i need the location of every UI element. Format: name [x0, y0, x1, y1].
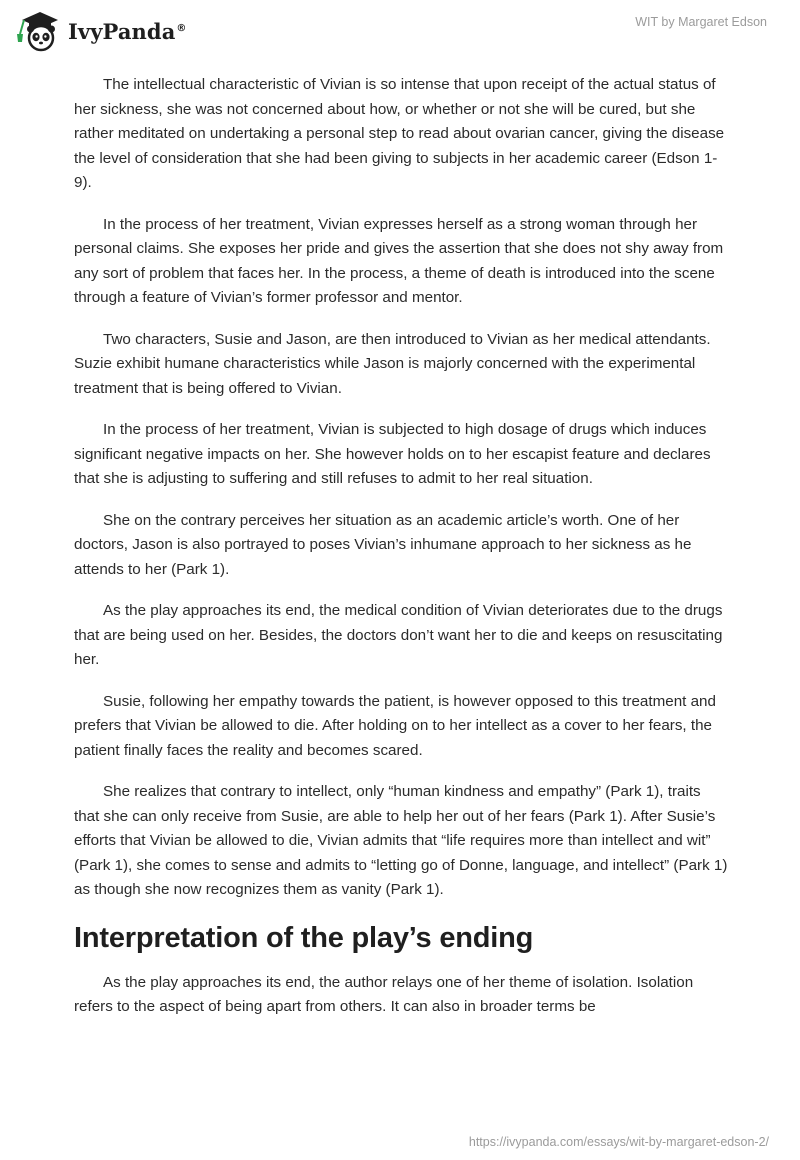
- ivypanda-logo[interactable]: [14, 8, 187, 52]
- brand-name: IvyPanda®: [68, 18, 187, 44]
- paragraph: The intellectual characteristic of Vivian is so intense that upon receipt of the actual status of her sickness, she was not concerned about how, or whether or not she will be cured, but she rather meditated on undertaking a personal step to read about ovarian cancer, giving the disease the level of consideration that she had been giving to subjects in her academic career (Edson 1-9).: [74, 76, 725, 191]
- essay-body: [74, 73, 729, 1037]
- paragraph: She on the contrary perceives her situation as an academic article’s worth. One of her doctors, Jason is also portrayed to poses Vivian’s inhumane approach to her sickness as he attends to her (Park 1).: [74, 511, 692, 578]
- paragraph: She realizes that contrary to intellect, only “human kindness and empathy” (Park 1), traits that she can only receive from Susie, are able to help her out of her fears (Park 1). After Susie’s efforts that Vivian be allowed to die, Vivian admits that “life requires more than intellect and wit” (Park 1), she comes to sense and admits to “letting go of Donne, language, and intellect” (Park 1) as though she now recognizes them as vanity (Park 1).: [74, 783, 728, 898]
- paragraph: In the process of her treatment, Vivian is subjected to high dosage of drugs which induces significant negative impacts on her. She however holds on to her escapist feature and declares that she is adjusting to suffering and still refuses to admit to her real situation.: [74, 421, 711, 487]
- paragraph: In the process of her treatment, Vivian expresses herself as a strong woman through her personal claims. She exposes her pride and gives the assertion that she does not shy away from any sort of problem that faces her. In the process, a theme of death is introduced into the scene through a feature of Vivian’s former professor and mentor.: [74, 215, 724, 306]
- document-title: WIT by Margaret Edson: [635, 15, 767, 29]
- source-url[interactable]: https://ivypanda.com/essays/wit-by-margaret-edson-2/: [468, 1135, 769, 1149]
- page-header: [0, 0, 800, 60]
- paragraph: Susie, following her empathy towards the patient, is however opposed to this treatment and prefers that Vivian be allowed to die. After holding on to her intellect as a cover to her fears, the patient finally faces the reality and becomes scared.: [74, 692, 716, 759]
- panda-graduation-cap-icon: [14, 8, 62, 52]
- paragraph: As the play approaches its end, the medical condition of Vivian deteriorates due to the drugs that are being used on her. Besides, the doctors don’t want her to die and keeps on resuscitating her.: [74, 602, 723, 668]
- section-heading: Interpretation of the play’s ending: [74, 921, 534, 954]
- registered-mark: ®: [176, 22, 187, 34]
- paragraph: Two characters, Susie and Jason, are then introduced to Vivian as her medical attendants. Suzie exhibit humane characteristics while Jason is majorly concerned with the experimental treatment that is being offered to Vivian.: [74, 330, 711, 397]
- paragraph: As the play approaches its end, the author relays one of her theme of isolation. Isolation refers to the aspect of being apart from others. It can also in broader terms be: [74, 973, 694, 1015]
